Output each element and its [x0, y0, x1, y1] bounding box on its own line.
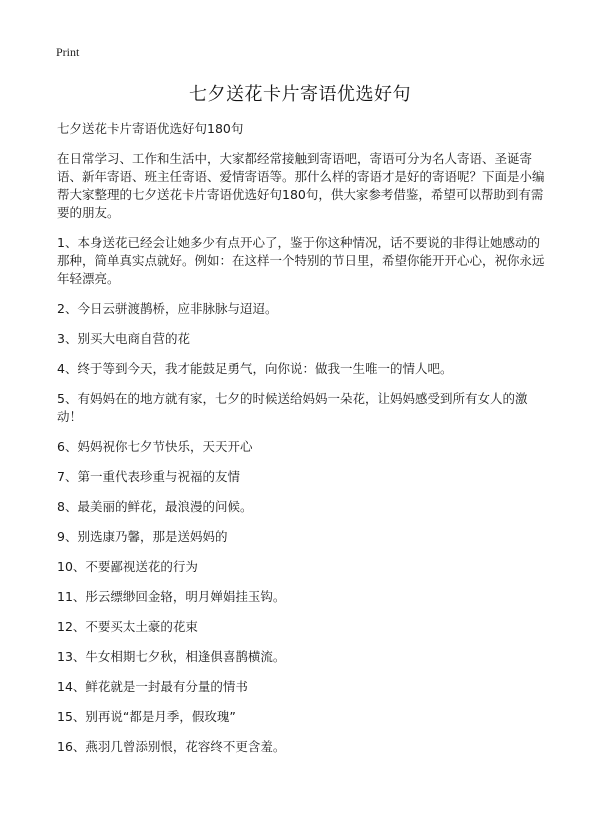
page-title: 七夕送花卡片寄语优选好句 — [189, 84, 411, 105]
list-item: 10、不要鄙视送花的行为 — [57, 559, 198, 574]
list-item: 1、本身送花已经会让她多少有点开心了，鉴于你这种情况，话不要说的非得让她感动的那种，简单真实点就好。例如：在这样一个特别的节日里，希望你能开开心心，祝你永远年轻漂亮。 — [57, 235, 545, 286]
article-subtitle: 七夕送花卡片寄语优选好句180句 — [57, 121, 244, 136]
list-item: 16、燕羽几曾添别恨，花容终不更含羞。 — [57, 739, 286, 754]
intro-paragraph: 在日常学习、工作和生活中，大家都经常接触到寄语吧，寄语可分为名人寄语、圣诞寄语、新年寄语、班主任寄语、爱情寄语等。那什么样的寄语才是好的寄语呢？下面是小编帮大家整理的七夕送花卡片寄语优选好句180句，供大家参考借鉴，希望可以帮助到有需要的朋友。 — [57, 151, 545, 220]
list-item: 11、彤云缥缈回金辂，明月婵娟挂玉钩。 — [57, 589, 286, 604]
list-item: 9、别选康乃馨，那是送妈妈的 — [57, 529, 228, 544]
list-item: 6、妈妈祝你七夕节快乐，天天开心 — [57, 439, 253, 454]
list-item: 8、最美丽的鲜花，最浪漫的问候。 — [57, 499, 253, 514]
list-item: 2、今日云骈渡鹊桥，应非脉脉与迢迢。 — [57, 301, 278, 316]
list-item: 14、鲜花就是一封最有分量的情书 — [57, 679, 248, 694]
print-link[interactable]: Print — [56, 45, 80, 59]
list-item: 5、有妈妈在的地方就有家，七夕的时候送给妈妈一朵花，让妈妈感受到所有女人的激动！ — [57, 391, 528, 424]
article-body — [57, 120, 552, 768]
list-item: 12、不要买太土豪的花束 — [57, 619, 198, 634]
list-item: 15、别再说“都是月季，假玫瑰” — [57, 709, 236, 724]
list-item: 13、牛女相期七夕秋，相逢俱喜鹊横流。 — [57, 649, 286, 664]
list-item: 3、别买大电商自营的花 — [57, 331, 190, 346]
list-item: 4、终于等到今天，我才能鼓足勇气，向你说：做我一生唯一的情人吧。 — [57, 361, 453, 376]
list-item: 7、第一重代表珍重与祝福的友情 — [57, 469, 240, 484]
